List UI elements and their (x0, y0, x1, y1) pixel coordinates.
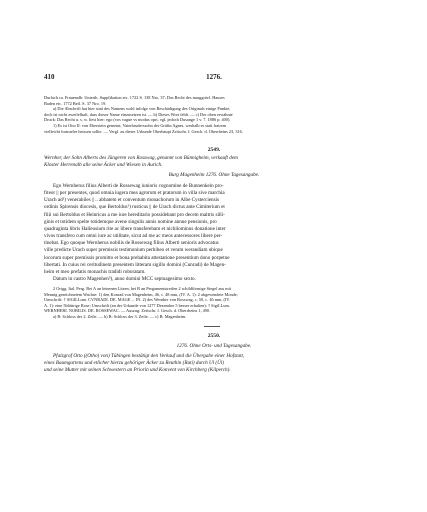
body-line: Ego Wernherus filius Alberti de Rossewag iunioris cognomine de Bunnenkein pro- (53, 183, 224, 189)
body-line: filii sui Bertoldus et Heinricus a me iure hereditario possidebant pro decem maltris silli- (44, 211, 225, 218)
body-line: ginis et totidem spelte totidemque avene singulis annis nomine annue pensionis, pro (44, 218, 217, 225)
note-line: Baden etc. 1772 Beil. S. 37 Nro. 19. (44, 100, 107, 106)
body-line: libertati. In cuius rei ceritudinem presentem litteram sigillo domini (Cunradi) de Magen- (44, 261, 226, 268)
rubric-line: eines Baumgartens und etlicher hierzu gehöriger Äcker zu Reuthin (Ruti) durch Ul (Ül) (44, 360, 224, 367)
document-rubric (44, 353, 384, 375)
document-number: 2549. (207, 147, 221, 153)
document-rubric (44, 155, 384, 169)
note-line: vielleicht fratrueles heissen sollte. — Vergl. zu dieser Urkunde Oberbaupt Zeitschr. f. Gesch. d. Oberrheins 23, 316. (44, 128, 243, 134)
note-line: a) Die Abschrift hat hier statt des Namens wohl infolge von Beschädigung des Originals einige Punkte, (53, 106, 231, 112)
rubric-line: Kloster Herrenalb alle seine Äcker und Wiesen in Aurich. (44, 162, 163, 169)
note-line: Druck: Das Recht u. s. w. liest hier: ego (vos vague vs modus opri, vgl. jedoch Dusange 1 v. 7. 1886 p. 400). (44, 117, 231, 123)
note-line: 1) Es ist Otto II. von Eberstein gemeint, Vaterbruderssohn der Gräfin Agnes, weshalb es statt fratrem (53, 122, 227, 128)
body-line: ville predicte Urach super premissis testimonium perhibeo et veram werandiam ubique (44, 247, 223, 254)
body-line: locorum super premissis promitto et bona prehabita attestatione presentium dono porpetue (44, 254, 230, 261)
note-line: Mennig gezeichnetem Wachse: 1) den Konrad von Magenheim, 46, c. 48 mm, (IV. A. 1): 2 abgewendete Monde; (44, 291, 238, 297)
rubric-line: und seine Mutter mit seinen Schwestern an Priorin und Konvent von Kirchberg (Kilperch). (44, 367, 231, 374)
running-year: 1276. (206, 73, 222, 81)
body-line: ordinis Spirensis diocesis, que Bertoldus¹) rusticus || de Urach dictus ante Cimiterium et (44, 204, 225, 211)
note-line: Durlach ca. Frauenalb: Unterth. Supplikation etc. 1722 S. 138 Nro. 37; Das Recht des marggrävl. Hauses (44, 95, 225, 100)
rubric-line: Wernher, der Sohn Alberts des Jüngeren von Rosswag, genannt von Bünnigheim, verkauft dem (44, 155, 238, 161)
document-body (44, 183, 384, 283)
body-line: quadraginta libris Halleusium rite ac libere transferebam et nichilominus donatione inter (44, 225, 226, 232)
body-line: heim et meo prefatis monachis tradidi roboratam. (44, 268, 146, 275)
note-line: Umschrift: † SIGILLum. CVNRADI. DE. MAGE ... IN. 2) des Wernher von Rosswag, c. 50, c. 46 mm, (IV. (44, 297, 231, 303)
document-number: 2550. (207, 333, 221, 339)
note-line: doch ist nicht zweifelhaft, dass dieser Name einzusetzen ist. — b) Dieses Wort fehlt. — c) Der oben erwähnte (44, 111, 233, 117)
body-line: Datum in castro Magenhen³), anno domini MCC septuagesimo sexto. (53, 276, 196, 283)
body-line: vivos transfero cum omni iure ac utilitate, sicut ad me ac meos antecessores libere per- (44, 233, 223, 240)
body-line: tinebat. Ego quoque Wernherus nobilis de Rossewag filius Alberti senioris advocatus (44, 240, 219, 247)
rubric-line: Pfalzgraf Otto ((Otho) von) Tübingen bestätigt den Verkauf und die Übergabe einer Hofstatt, (53, 353, 245, 359)
body-line: Urach ad¹) venerabiles || .. abbatem et conventum monachorum in Albe Cysterciensis (44, 197, 220, 204)
note-line: 2 Origg. Ital. Perg. Bei A an leinenen Litzen, bei B an Pergamentstreifen 2 schildförmige Siegel aus mit (53, 286, 232, 291)
page-number: 410 (44, 73, 55, 81)
document-dateline: 1276. Ohne Orts- und Tagesangabe. (176, 343, 252, 349)
document-notes (44, 286, 384, 320)
note-line: a) B: Schloss der 2. Zeile. — b) B: Schloss der 3. Zeile. — c) B: Magenheim. (53, 313, 187, 319)
top-footnotes (44, 95, 384, 134)
note-line: WERNHERI. NOBILIS. DE. ROSSEWAC. — Auszug: Zeitschr. f. Gesch. d. Oberrheins 1, 490. (44, 308, 211, 314)
section-divider (204, 326, 220, 327)
note-line: A. 1): eine 5blättrige Rose; Umschrift (an der Urkunde von 1277 Dezember 5 besser erhalten): † SigiLLum. (44, 302, 230, 308)
document-dateline: Burg Magenheim 1276. Ohne Tagesangabe. (168, 172, 260, 178)
body-line: fiteor || per presentes, quod omnia iugera mea agrorum et pratorum in villa sive marchia (44, 190, 225, 197)
